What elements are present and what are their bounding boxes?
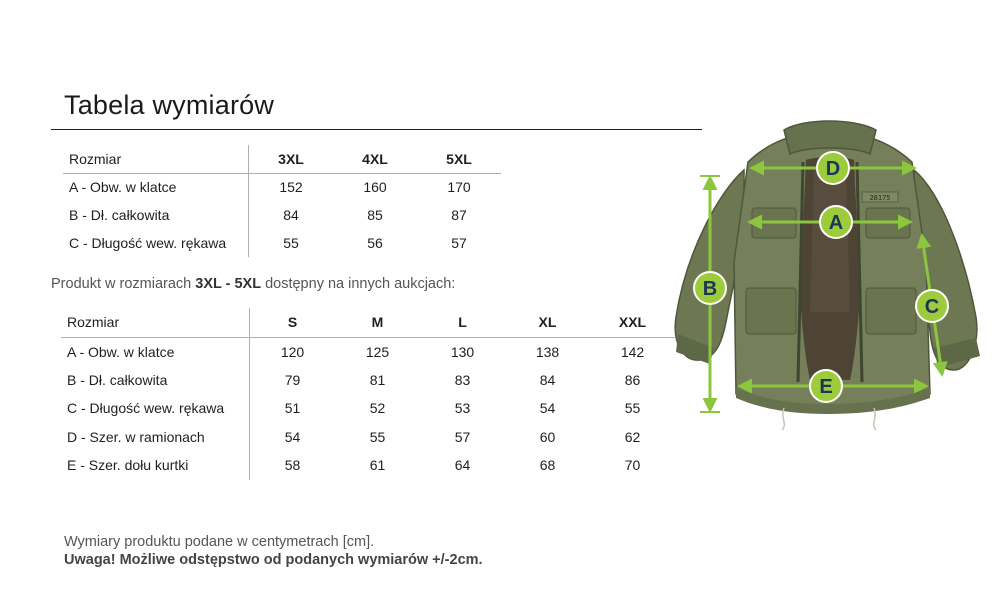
- table-cell: 54: [284, 428, 301, 445]
- table-cell: 142: [620, 343, 645, 360]
- jacket-patch-text: 28175: [869, 194, 891, 202]
- marker-e-label: E: [819, 376, 833, 398]
- table-cell: 68: [539, 457, 556, 474]
- column-header: 3XL: [278, 150, 304, 167]
- note-prefix: Produkt w rozmiarach: [51, 276, 196, 292]
- table-row: [63, 201, 501, 229]
- table-row: [61, 394, 675, 423]
- header-label: Rozmiar: [61, 308, 250, 337]
- note-sizes: 3XL - 5XL: [195, 276, 262, 292]
- table-row: [63, 173, 501, 201]
- table-cell: 53: [454, 400, 471, 417]
- table-row: [61, 337, 675, 366]
- table-cell: 83: [454, 371, 471, 388]
- table-cell: 55: [283, 235, 299, 251]
- table-cell: 125: [365, 343, 390, 360]
- table-cell: 56: [367, 235, 383, 251]
- row-label: C - Długość wew. rękawa: [61, 394, 250, 423]
- units-note: Wymiary produktu podane w centymetrach [cm].: [64, 534, 375, 550]
- table-header-row: [63, 145, 501, 173]
- table-cell: 84: [539, 371, 556, 388]
- table-cell: 55: [369, 428, 386, 445]
- table-cell: 62: [624, 428, 641, 445]
- marker-b-label: B: [702, 278, 718, 300]
- table-cell: 79: [284, 371, 301, 388]
- header-label: Rozmiar: [63, 145, 249, 173]
- marker-d: [817, 152, 849, 184]
- table-cell: 84: [283, 207, 299, 223]
- column-header: L: [458, 314, 467, 331]
- table-cell: 55: [624, 400, 641, 417]
- title-divider: [51, 129, 702, 130]
- table-cell: 52: [369, 400, 386, 417]
- table-cell: 160: [363, 179, 387, 196]
- table-cell: 51: [284, 400, 301, 417]
- table-row: [63, 229, 501, 257]
- marker-c-label: C: [924, 296, 940, 318]
- row-label: A - Obw. w klatce: [61, 337, 250, 366]
- marker-a: [820, 206, 852, 238]
- row-label: B - Dł. całkowita: [61, 366, 250, 395]
- table-cell: 57: [454, 428, 471, 445]
- table-cell: 85: [367, 207, 383, 223]
- row-label: C - Długość wew. rękawa: [63, 229, 249, 257]
- size-table-large: [63, 145, 501, 257]
- table-cell: 170: [447, 179, 471, 196]
- table-cell: 130: [450, 343, 475, 360]
- table-cell: 87: [451, 207, 467, 223]
- marker-e: [810, 370, 842, 402]
- row-label: A - Obw. w klatce: [63, 173, 249, 201]
- table-cell: 70: [624, 457, 641, 474]
- availability-note: [51, 276, 455, 292]
- table-row: [61, 451, 675, 480]
- note-suffix: dostępny na innych aukcjach:: [261, 276, 456, 292]
- column-header: 5XL: [446, 150, 472, 167]
- column-header: XXL: [618, 314, 647, 331]
- table-row: [61, 423, 675, 452]
- table-cell: 64: [454, 457, 471, 474]
- row-label: E - Szer. dołu kurtki: [61, 451, 250, 480]
- table-cell: 61: [369, 457, 386, 474]
- row-label: B - Dł. całkowita: [63, 201, 249, 229]
- column-header: 4XL: [362, 150, 388, 167]
- jacket-measurement-diagram: [664, 112, 994, 432]
- marker-b: [694, 272, 726, 304]
- table-cell: 138: [535, 343, 560, 360]
- column-header: XL: [538, 314, 557, 331]
- table-header-row: [61, 308, 675, 337]
- table-row: [61, 366, 675, 395]
- table-cell: 58: [284, 457, 301, 474]
- table-cell: 120: [280, 343, 305, 360]
- column-header: M: [371, 314, 384, 331]
- table-cell: 152: [279, 179, 303, 196]
- table-cell: 54: [539, 400, 556, 417]
- marker-d-label: D: [825, 158, 841, 180]
- page-title: Tabela wymiarów: [64, 90, 275, 120]
- column-header: S: [287, 314, 298, 331]
- table-cell: 57: [451, 235, 467, 251]
- footer-notes: [64, 533, 483, 569]
- table-cell: 60: [539, 428, 556, 445]
- marker-c: [916, 290, 948, 322]
- tolerance-warning: Uwaga! Możliwe odstępstwo od podanych wymiarów +/-2cm.: [64, 552, 483, 568]
- marker-a-label: A: [828, 212, 844, 234]
- table-cell: 81: [369, 371, 386, 388]
- row-label: D - Szer. w ramionach: [61, 423, 250, 452]
- size-table-standard: [61, 308, 675, 480]
- table-cell: 86: [624, 371, 641, 388]
